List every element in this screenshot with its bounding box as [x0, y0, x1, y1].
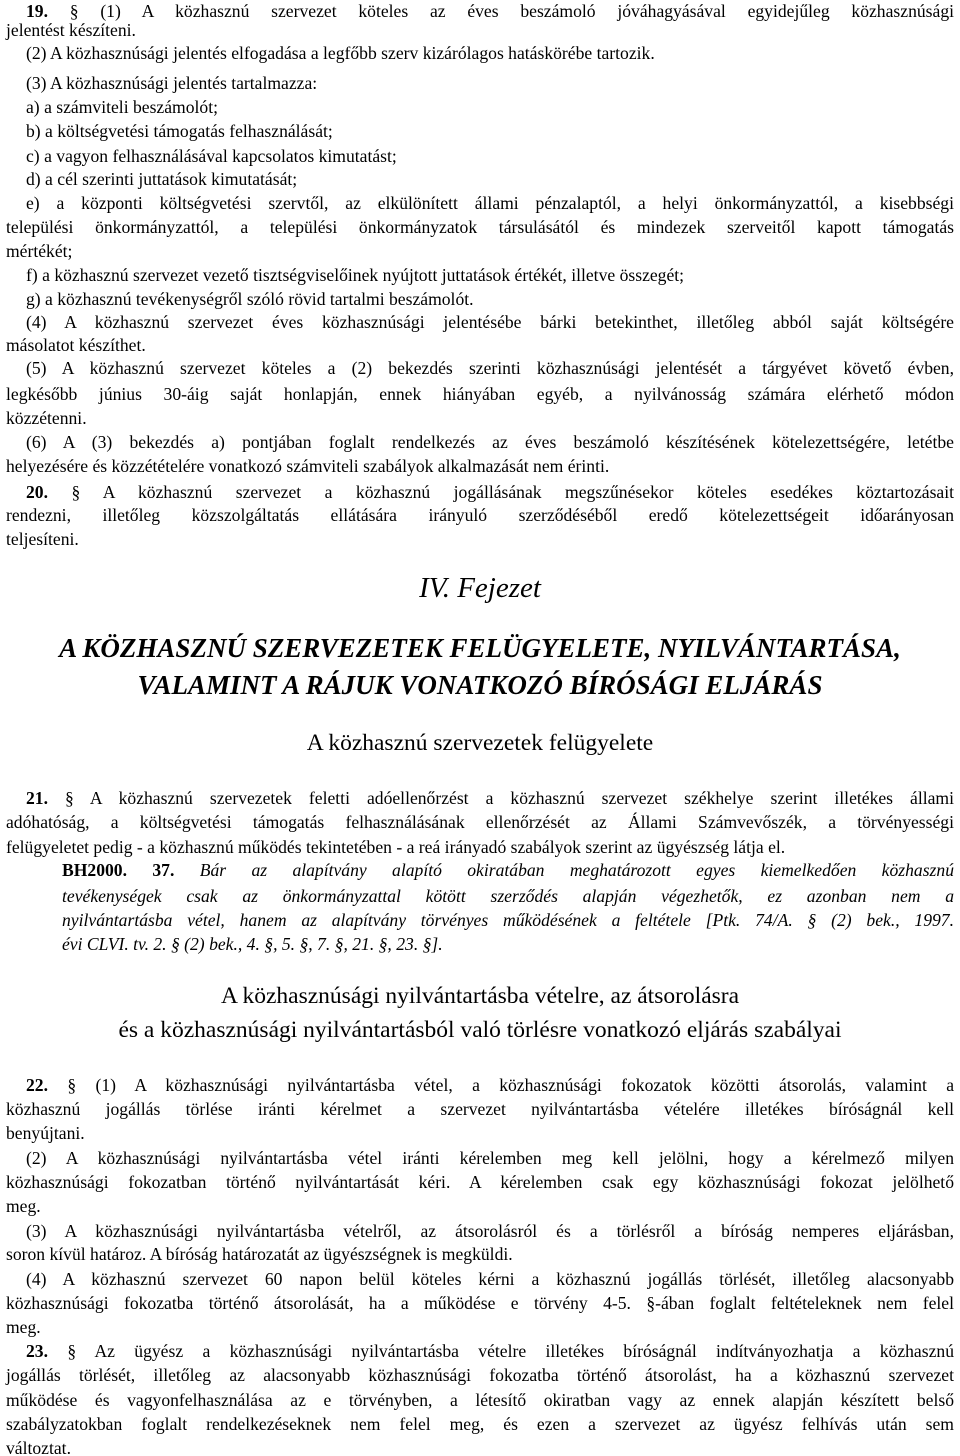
section-number: 20.	[26, 482, 72, 502]
text-line: b) a költségvetési támogatás felhasználását;	[26, 121, 333, 141]
text-line: benyújtani.	[6, 1123, 85, 1143]
text-line: g) a közhasznú tevékenységről szóló rövid tartalmi beszámolót.	[26, 289, 474, 309]
text-line: helyezésére és közzétételére vonatkozó számviteli szabályok alkalmazását nem érinti.	[6, 456, 610, 476]
text-line: (6) A (3) bekezdés a) pontjában foglalt rendelkezés az éves beszámoló készítésének kötelezettségére, letétbe	[26, 432, 954, 452]
text-line: nyilvántartásba vétel, hanem az alapítvány törvényes működésének a feltétele [Ptk. 74/A. § (2) bek., 1997.	[62, 910, 954, 930]
text-line: változtat.	[6, 1438, 71, 1456]
text-line: rendezni, illetőleg közszolgáltatás ellátására irányuló szerződéséből eredő kötelezettségeit időarányosan	[6, 505, 954, 525]
text-line: (4) A közhasznú szervezet 60 napon belül köteles kérni a közhasznú jogállás törlését, illetőleg alacsonyabb	[26, 1269, 954, 1289]
text-line: működése és vagyonfelhasználása az e törvényben, a létesítő okiratban vagy az ennek alapján készített belső	[6, 1390, 954, 1410]
text-line: legkésőbb június 30-áig saját honlapján, ennek hiányában egyéb, a nyilvánosság számára elérhető módon	[6, 384, 954, 404]
text-line: tevékenységek csak az önkormányzattal kötött szerződés alapján végezhetők, ez azonban nem a	[62, 886, 954, 906]
text-line: (4) A közhasznú szervezet éves közhasznúsági jelentésébe bárki betekinthet, illetőleg abból saját költségére	[26, 312, 954, 332]
section-number: 23.	[26, 1341, 68, 1361]
text-line: A KÖZHASZNÚ SZERVEZETEK FELÜGYELETE, NYILVÁNTARTÁSA,	[59, 633, 901, 663]
case-text: Bár az alapítvány alapító okiratában meghatározott egyes kiemelkedően közhasznú	[174, 860, 954, 880]
text-line: (2) A közhasznúsági nyilvántartásba vétel iránti kérelemben meg kell jelölni, hogy a kérelmező milyen	[26, 1148, 954, 1168]
text-line: másolatot készíthet.	[6, 335, 146, 355]
section-number: 21.	[26, 788, 66, 808]
text-line: jogállás törlését, illetőleg az alacsonyabb közhasznúsági fokozatba történő átsorolást, ha a közhasznú szervezet	[6, 1365, 954, 1385]
text-line: A közhasznú szervezetek felügyelete	[306, 730, 654, 756]
case-reference: BH2000. 37.	[62, 860, 175, 880]
text-line: 20. § A közhasznú szervezet a közhasznú jogállásának megszűnésekor köteles esedékes köztartozásait	[26, 482, 954, 502]
text-line: (2) A közhasznúsági jelentés elfogadása a legfőbb szerv kizárólagos hatáskörébe tartozik.	[26, 43, 655, 63]
text-line: 19. § (1) A közhasznú szervezet köteles az éves beszámoló jóváhagyásával egyidejűleg közhasznúsági	[26, 1, 955, 21]
text-line: f) a közhasznú szervezet vezető tisztségviselőinek nyújtott juttatások értékét, illetve összegét;	[26, 265, 685, 285]
text-line: A közhasznúsági nyilvántartásba vételre, az átsorolásra	[220, 983, 740, 1009]
text-line: (5) A közhasznú szervezet köteles a (2) bekezdés szerinti közhasznúsági jelentését a tárgyévet követő évben,	[26, 358, 954, 378]
section-number: 22.	[26, 1075, 68, 1095]
text-line: adóhatóság, a költségvetési támogatás felhasználásának ellenőrzését az Állami Számvevőszék, a törvényességi	[6, 812, 954, 832]
text-line: c) a vagyon felhasználásával kapcsolatos kimutatást;	[26, 146, 397, 166]
text-line: szabályzatokban foglalt rendelkezéseknek nem felel meg, és ezen a szervezet az ügyész felhívás után sem	[6, 1414, 954, 1434]
text-line: közhasznúsági fokozatban történő nyilvántartását kéri. A kérelemben csak egy közhasznúsági fokozat jelölhető	[6, 1172, 954, 1192]
text-line: d) a cél szerinti juttatások kimutatását;	[26, 169, 298, 189]
section-number: 19.	[26, 1, 70, 21]
text-line: e) a központi költségvetési szervtől, az elkülönített állami pénzalaptól, a helyi önkormányzattól, a kisebbségi	[26, 193, 954, 213]
text-line: soron kívül határoz. A bíróság határozatát az ügyészségnek is megküldi.	[6, 1244, 513, 1264]
text-line: közhasznúsági fokozatba történő átsorolását, ha a működése e törvény 4-5. §-ában foglalt feltételeknek nem felel	[6, 1293, 954, 1313]
text-line: jelentést készíteni.	[6, 20, 136, 40]
text-line	[62, 859, 954, 882]
text-line: meg.	[6, 1196, 41, 1216]
text-line: felügyeletet pedig - a közhasznú működés tekintetében - a reá irányadó szabályok szerint az ügyészség látja el.	[6, 837, 786, 857]
text-line: a) a számviteli beszámolót;	[26, 97, 218, 117]
text-line: és a közhasznúsági nyilvántartásból való törlésre vonatkozó eljárás szabályai	[118, 1017, 842, 1043]
text-line: meg.	[6, 1317, 41, 1337]
text-line: teljesíteni.	[6, 529, 79, 549]
text-line: közzétenni.	[6, 408, 87, 428]
text-line: (3) A közhasznúsági nyilvántartásba vételről, az átsorolásról és a törlésről a bíróság nemperes eljárásban,	[26, 1221, 954, 1241]
text-line: 21. § A közhasznú szervezetek feletti adóellenőrzést a közhasznú szervezet székhelye szerint illetékes állami	[26, 788, 955, 808]
text-line: VALAMINT A RÁJUK VONATKOZÓ BÍRÓSÁGI ELJÁRÁS	[137, 670, 823, 700]
text-line: 22. § (1) A közhasznúsági nyilvántartásba vétel, a közhasznúsági fokozatok közötti átsorolás, valamint a	[26, 1075, 955, 1095]
text-line: 23. § Az ügyész a közhasznúsági nyilvántartásba vételre illetékes bíróságnál indítványozhatja a közhasznú	[26, 1341, 954, 1361]
text-line: évi CLVI. tv. 2. § (2) bek., 4. §, 5. §, 7. §, 21. §, 23. §].	[62, 934, 443, 954]
text-line: mértékét;	[6, 241, 73, 261]
text-line: települési önkormányzattól, a települési önkormányzatok társulásától és mindezek szerveitől kapott támogatás	[6, 217, 954, 237]
text-line: (3) A közhasznúsági jelentés tartalmazza:	[26, 73, 318, 93]
text-line: közhasznú jogállás törlése iránti kérelmet a szervezet nyilvántartásba vételére illetékes bíróságnál kell	[6, 1099, 954, 1119]
text-line: IV. Fejezet	[419, 572, 541, 604]
